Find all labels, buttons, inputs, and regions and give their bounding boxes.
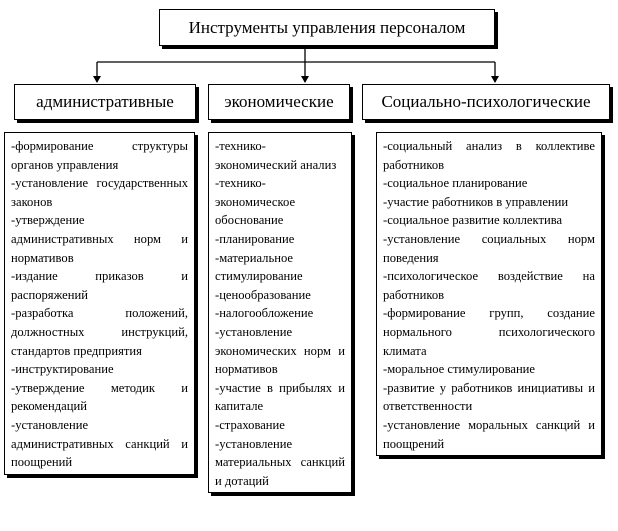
list-item: -участие работников в управлении [383, 194, 569, 209]
list-item: -ценообразование [215, 287, 311, 302]
list-item: -установление экономических норм и нормативов [215, 324, 345, 377]
list-item: -технико-экономическое обоснование [215, 176, 296, 228]
list-item: -формирование структуры органов управления [11, 139, 188, 172]
list-item: -развитие у работников инициативы и ответственности [383, 380, 595, 414]
list-administrative [4, 132, 195, 475]
category-label: экономические [224, 92, 334, 111]
list-item: -социальный анализ в коллективе работников [383, 139, 595, 172]
list-item: -социальное развитие коллектива [383, 213, 563, 228]
list-item: -утверждение методик и рекомендаций [11, 380, 188, 414]
list-item: -социальное планирование [383, 176, 528, 191]
list-item: -установление материальных санкций и дотаций [215, 436, 345, 488]
category-economic [208, 84, 350, 120]
category-label: административные [36, 92, 174, 111]
diagram-title-text: Инструменты управления персоналом [188, 17, 466, 37]
list-item: -налогообложение [215, 306, 314, 321]
list-item: -установление социальных норм поведения [383, 231, 595, 265]
category-label: Социально-психологические [381, 92, 591, 111]
arrow-down-icon [491, 76, 499, 83]
arrow-down-icon [301, 76, 309, 83]
list-item: -утверждение административных норм и нормативов [11, 213, 188, 265]
list-item: -установление административных санкций и поощрений [11, 417, 188, 470]
list-item: -психологическое воздействие на работников [383, 269, 595, 302]
list-socio-psychological [376, 132, 602, 456]
list-item: -издание приказов и распоряжений [11, 269, 188, 302]
diagram-title [159, 9, 495, 46]
list-item: -установление государственных законов [11, 176, 188, 209]
list-item: -страхование [215, 417, 285, 432]
list-item: -установление моральных санкций и поощрений [383, 417, 595, 451]
list-economic [208, 132, 352, 493]
list-item: -участие в прибылях и капитале [215, 380, 345, 414]
list-item: -материальное стимулирование [215, 250, 303, 284]
list-item: -инструктирование [11, 362, 114, 377]
category-administrative [14, 84, 196, 120]
list-item: -моральное стимулирование [383, 362, 536, 377]
arrow-down-icon [93, 76, 101, 83]
list-item: -формирование групп, создание нормального психологического климата [383, 306, 595, 358]
list-item: -технико-экономический анализ [215, 139, 337, 172]
category-socio-psychological [362, 84, 610, 120]
list-item: -разработка положений, должностных инструкций, стандартов предприятия [11, 306, 188, 358]
list-item: -планирование [215, 231, 295, 246]
